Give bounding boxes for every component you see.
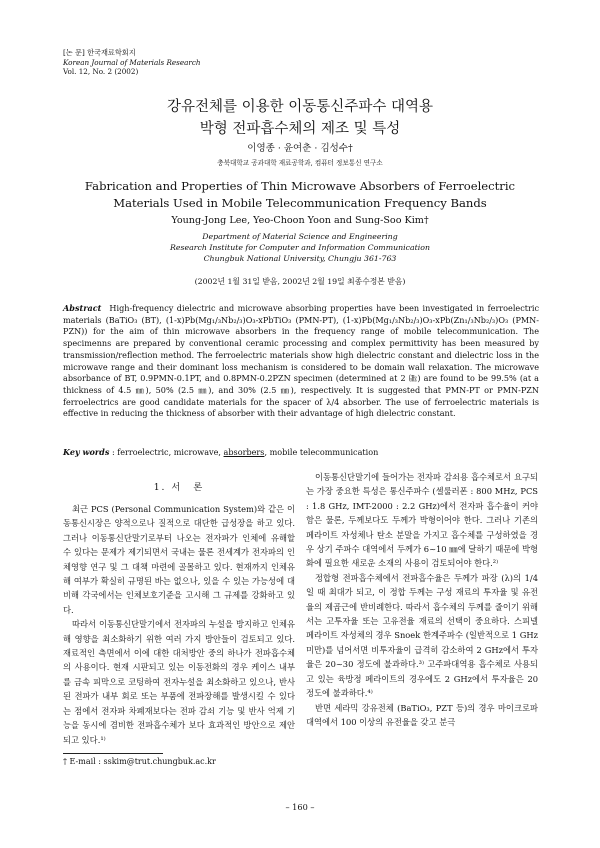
english-authors: Young-Jong Lee, Yeo-Choon Yoon and Sung-Soo Kim† <box>171 215 429 226</box>
korean-title-line-2: 박형 전파흡수체의 제조 및 특성 <box>199 121 401 137</box>
abstract <box>63 303 539 420</box>
section-title: 1. 서 론 <box>153 482 205 493</box>
korean-title <box>0 96 600 140</box>
korean-title-line-1: 강유전체를 이용한 이동통신주파수 대역용 <box>167 99 433 115</box>
affiliation-line-2: Research Institute for Computer and Information Communication <box>169 243 430 252</box>
korean-authors: 이영종 · 윤여춘 · 김성수† <box>247 143 353 154</box>
affiliation-line-1: Department of Material Science and Engineering <box>202 232 398 241</box>
keywords-before: : ferroelectric, microwave, <box>109 447 224 457</box>
keywords-label: Key words <box>63 447 110 457</box>
left-paragraph-2: 따라서 이동통신단말기에서 전자파의 누설을 방지하고 인체유해 영향을 최소화하기 위한 여러 가지 방안들이 검토되고 있다. 재료적인 측면에서 이에 대한 대처방안 중의 하나가 전파흡수체의 사용이다. 현재 시판되고 있는 이동전화의 경우 케이스 내부를 금속 피막으로 코팅하여 전자누설을 최소화하고 있으나, 반사된 전파가 내부 회로 또는 부품에 전파장해를 발생시킬 수 있다는 점에서 전자파 차폐재보다는 전파 감쇠 기능 및 반사 억제 기능을 동시에 겸비한 전파흡수체가 보다 효과적인 방안으로 제안되고 있다.¹⁾ <box>63 619 295 745</box>
right-column <box>306 470 538 729</box>
abstract-label: Abstract <box>63 303 102 313</box>
abstract-text: High-frequency dielectric and microwave absorbing properties have been investigated in ferroelectric materials (BaTiO₃ (BT), (1-x)Pb(Mg₁/₃Nb₂/₃)O₃-xPbTiO₃ (PMN-PT), (1-x)Pb(Mg₁/₃Nb₂/₃)O₃-xPb(Zn₁/₃Nb₂/₃)O₃ (PMN-PZN)) for the aim of thin microwave absorbers in the frequency range of mobile telecommunication. The specimenns are prepared by conventional ceramic processing and complex permittivity has been measured by transmission/reflection method. The ferroelectric materials show high dielectric constant and dielectric loss in the microwave range and their dominant loss mechanism is considered to be domain wall relaxation. The microwave absorbance of BT, 0.9PMN-0.1PT, and 0.8PMN-0.2PZN specimen (determined at 2 ㎓) are found to be 99.5% (at a thickness of 4.5 ㎜), 50% (2.5 ㎜), and 30% (2.5 ㎜), respectively. It is suggested that PMN-PT or PMN-PZN ferroelectrics are good candidate materials for the spacer of λ/4 absorber. The use of ferroelectric materials is effective in reducing the thickness of absorber with their advantage of high dielectric constant. <box>63 303 539 419</box>
english-title-line-1: Fabrication and Properties of Thin Microwave Absorbers of Ferroelectric <box>84 179 516 193</box>
english-title <box>0 178 600 212</box>
received-dates: (2002년 1월 31일 받음, 2002년 2월 19일 최종수정본 받음) <box>194 277 406 286</box>
footnote-divider <box>63 753 163 754</box>
right-paragraph-2: 정합형 전파흡수체에서 전파흡수율은 두께가 파장 (λ)의 1/4일 때 최대가 되고, 이 정합 두께는 구성 재료의 투자율 및 유전율의 제곱근에 반비례한다. 따라서 흡수체의 두께를 줄이기 위해서는 고투자율 또는 고유전율 재료의 선택이 중요하다. 스피넬 페라이트 자성체의 경우 Snoek 한계주파수 (일반적으로 1 GHz 미만)를 넘어서면 비투자율이 급격히 감소하여 2 GHz에서 투자율은 20~30 정도에 불과하다.³⁾ 고주파대역용 흡수체로 사용되고 있는 육방정 페라이트의 경우에도 2 GHz에서 투자율은 20 정도에 불과하다.⁴⁾ <box>306 572 538 699</box>
left-column <box>63 502 295 747</box>
affiliation-line-3: Chungbuk National University, Chungju 361-763 <box>203 254 397 263</box>
page-number: – 160 – <box>285 802 315 812</box>
journal-header <box>63 48 201 77</box>
right-paragraph-3: 반면 세라믹 강유전체 (BaTiO₃, PZT 등)의 경우 마이크로파 대역에서 100 이상의 유전율을 갖고 분극 <box>306 702 538 727</box>
left-paragraph-1: 최근 PCS (Personal Communication System)와 같은 이동통신시장은 양적으로나 질적으로 대단한 급성장을 하고 있다. 그러나 이동통신단말기로부터 나오는 전자파가 인체에 유해할 수 있다는 문제가 제기되면서 국내는 물론 전세계가 전자파의 인체영향 연구 및 그 대책 마련에 골몰하고 있다. 현재까지 인체유해 여부가 확실히 규명된 바는 없으나, 있을 수 있는 가능성에 대비해 각국에서는 인체보호기준을 고시해 그 규제를 강화하고 있다. <box>63 504 295 615</box>
journal-line-2: Korean Journal of Materials Research <box>63 57 201 67</box>
keywords-after: , mobile telecommunication <box>264 447 379 457</box>
keywords <box>63 447 539 457</box>
keywords-underlined: absorbers <box>223 447 265 457</box>
english-affiliation <box>0 231 600 264</box>
english-title-line-2: Materials Used in Mobile Telecommunication Frequency Bands <box>113 196 487 210</box>
korean-affiliation: 충북대학교 공과대학 재료공학과, 컴퓨터 정보통신 연구소 <box>217 159 383 167</box>
right-paragraph-1: 이동통신단말기에 들어가는 전자파 감쇠용 흡수체로서 요구되는 가장 중요한 특성은 통신주파수 (셀룰러폰 : 800 MHz, PCS : 1.8 GHz, IMT-2000 : 2.2 GHz)에서 전자파 흡수율이 커야함은 물론, 두께보다도 두께가 박형이어야 한다. 그러나 기존의 페라이트 자성체나 탄소 분말을 가지고 흡수체를 구성하였을 경우 상기 주파수 대역에서 두께가 6~10 ㎜에 달하기 때문에 박형화에 필요한 새로운 소재의 사용이 검토되어야 한다.²⁾ <box>306 472 538 569</box>
footnote: † E-mail : sskim@trut.chungbuk.ac.kr <box>63 757 216 766</box>
journal-line-3: Vol. 12, No. 2 (2002) <box>63 67 139 77</box>
journal-line-1: [논 문] 한국재료학회지 <box>63 48 136 57</box>
